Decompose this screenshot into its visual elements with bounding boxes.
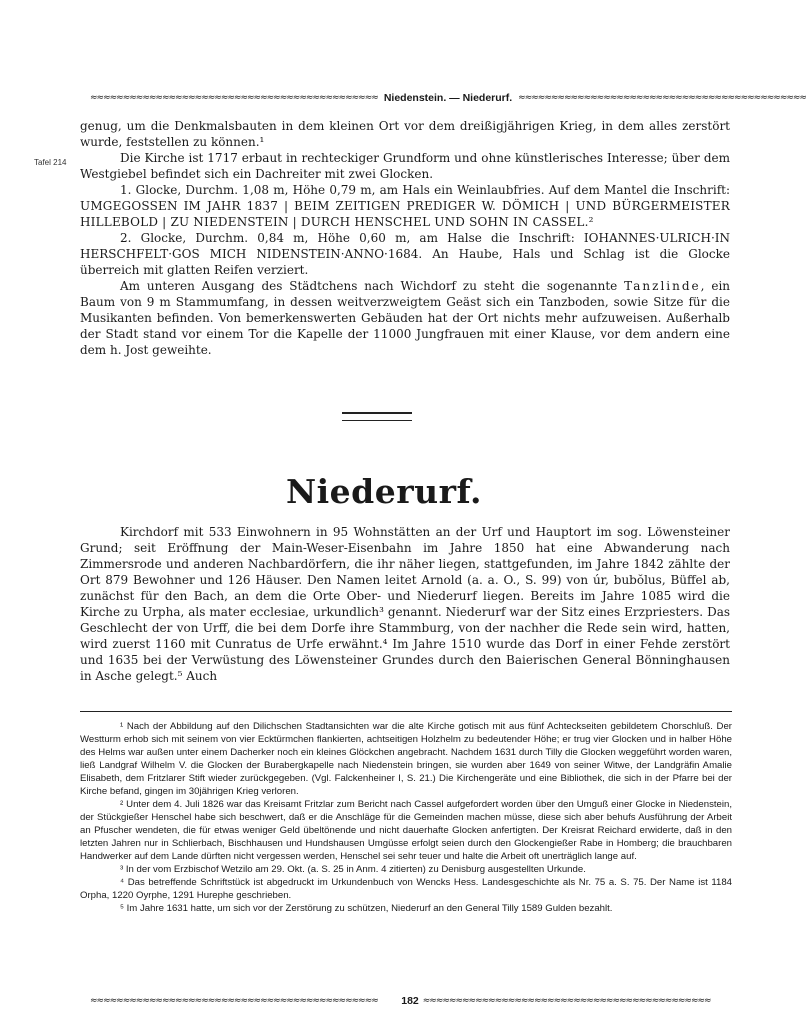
- paragraph: genug, um die Denkmalsbauten in dem kleinen Ort vor dem dreißigjährigen Krieg, in dem alles zerstört wurde, feststellen zu können.¹: [80, 119, 730, 149]
- plate-reference: Tafel 214: [34, 158, 67, 167]
- paragraph: 2. Glocke, Durchm. 0,84 m, Höhe 0,60 m, am Halse die Inschrift: IOHANNES·ULRICH·IN HERSCHFELT·GOS MICH NIDENSTEIN·ANNO·1684. An Haube, Hals und Schlag ist die Glocke überreich mit glatten Reifen verziert.: [80, 231, 730, 277]
- running-header: [90, 90, 806, 106]
- footnote: ⁴ Das betreffende Schriftstück ist abgedruckt im Urkundenbuch von Wencks Hess. Landesgeschichte als Nr. 75 a. S. 75. Der Name ist 1184 Orpha, 1220 Oyrphe, 1291 Hurephe geschrieben.: [80, 877, 732, 901]
- paragraph: [80, 182, 730, 230]
- page-number: 182: [401, 995, 419, 1007]
- paragraph: Die Kirche ist 1717 erbaut in rechteckiger Grundform und ohne künstlerisches Interesse; über dem Westgiebel befindet sich ein Dachreiter mit zwei Glocken.: [80, 151, 730, 181]
- text-run: Am unteren Ausgang des Städtchens nach Wichdorf zu steht die sogenannte: [120, 279, 618, 293]
- text-run: , ein Baum von 9 m Stammumfang, in dessen weitverzweigtem Geäst sich ein Tanzboden, sowie Sitze für die Musikanten befinden. Von bemerkenswerten Gebäuden hat der Ort nichts mehr aufzuweisen. Außerhalb der Stadt stand vor einem Tor die Kapelle der 11000 Jungfrauen mit einer Klause, vor dem andern eine dem h. Jost geweihte.: [80, 279, 731, 357]
- header-ornament-left: ≈≈≈≈≈≈≈≈≈≈≈≈≈≈≈≈≈≈≈≈≈≈≈≈≈≈≈≈≈≈≈≈≈≈≈≈≈≈≈≈≈≈≈≈: [90, 93, 378, 103]
- niedenstein-text: [80, 118, 730, 358]
- footnote-rule: [80, 711, 732, 712]
- page-footer: [90, 994, 730, 1008]
- niederurf-text: [80, 524, 730, 684]
- footnote: ³ In der vom Erzbischof Wetzilo am 29. Okt. (a. S. 25 in Anm. 4 zitierten) zu Denisburg ausgestellten Urkunde.: [120, 864, 586, 875]
- header-ornament-right: ≈≈≈≈≈≈≈≈≈≈≈≈≈≈≈≈≈≈≈≈≈≈≈≈≈≈≈≈≈≈≈≈≈≈≈≈≈≈≈≈≈≈≈≈: [518, 93, 806, 103]
- header-title: Niedenstein. — Niederurf.: [383, 92, 513, 104]
- footnote: ² Unter dem 4. Juli 1826 war das Kreisamt Fritzlar zum Bericht nach Cassel aufgefordert worden über den Umguß einer Glocke in Niedenstein, der Stückgießer Henschel habe sich beschwert, daß er die Anschläge für die Gemeinden machen müsse, diese sich aber behufs Ausführung der Arbeit an Pfuscher wendeten, die für etwas weniger Geld übeltönende und nicht dauerhafte Glocken anfertigten. Der Kreisrat Reichard erwiderte, daß in den letzten Jahren nur in Schlierbach, Bischhausen und Hundshausen Umgüsse erfolgt seien durch den Glockengießer Rabe in Homberg; die brauchbaren Handwerker auf dem Lande dürften nicht vergessen werden, Henschel sei sehr teuer und halte die Arbeit oft unerträglich lange auf.: [80, 799, 732, 862]
- paragraph: [80, 278, 730, 358]
- bell-1-description: 1. Glocke, Durchm. 1,08 m, Höhe 0,79 m, am Hals ein Weinlaubfries. Auf dem Mantel die Inschrift:: [120, 183, 730, 197]
- section-title: Niederurf.: [285, 472, 483, 511]
- footnote: ¹ Nach der Abbildung auf den Dilichschen Stadtansichten war die alte Kirche gotisch mit aus fünf Achteckseiten gebildetem Chorschluß. Der Westturm erhob sich mit seinem von vier Ecktürmchen flankierten, achtseitigen Holzhelm zu bedeutender Höhe; er trug vier Glocken und in halber Höhe des Helms war außen unter einem Dacherker noch ein kleines Glöckchen angebracht. Nachdem 1631 durch Tilly die Glocken weggeführt worden waren, ließ Landgraf Wilhelm V. die Glocken der Burabergkapelle nach Niedenstein bringen, sie wurden aber 1649 von seiner Witwe, der Landgräfin Amalie Elisabeth, dem Fritzlarer Stift wieder zurückgegeben. (Vgl. Falckenheiner I, S. 21.) Die Kirchengeräte und eine Bibliothek, die sich in der Pfarre bei der Kirche befand, gingen im 30jährigen Krieg verloren.: [80, 721, 732, 797]
- paragraph: Kirchdorf mit 533 Einwohnern in 95 Wohnstätten an der Urf und Hauptort im sog. Löwensteiner Grund; seit Eröffnung der Main-Weser-Eisenbahn im Jahre 1850 hat eine Abwanderung nach Zimmersrode und anderen Nachbardörfern, die ihr näher liegen, stattgefunden, im Jahre 1842 zählte der Ort 879 Bewohner und 126 Häuser. Den Namen leitet Arnold (a. a. O., S. 99) von úr, bubŏlus, Büffel ab, zunächst für den Bach, an dem die Orte Ober- und Niederurf liegen. Bereits im Jahre 1085 wird die Kirche zu Urpha, als mater ecclesiae, urkundlich³ genannt. Niederurf war der Sitz eines Erzpriesters. Das Geschlecht der von Urff, die bei dem Dorfe ihre Stammburg, von der nachher die Rede sein wird, hatten, wird zuerst 1160 mit Cunratus de Urfe erwähnt.⁴ Im Jahre 1510 wurde das Dorf in einer Fehde zerstört und 1635 bei der Verwüstung des Löwensteiner Grundes durch den Baierischen General Bönninghausen in Asche gelegt.⁵ Auch: [80, 525, 730, 683]
- footer-ornament-right: ≈≈≈≈≈≈≈≈≈≈≈≈≈≈≈≈≈≈≈≈≈≈≈≈≈≈≈≈≈≈≈≈≈≈≈≈≈≈≈≈≈≈≈≈: [422, 996, 711, 1006]
- footer-ornament-left: ≈≈≈≈≈≈≈≈≈≈≈≈≈≈≈≈≈≈≈≈≈≈≈≈≈≈≈≈≈≈≈≈≈≈≈≈≈≈≈≈≈≈≈≈: [90, 996, 378, 1006]
- section-divider: [342, 412, 412, 421]
- bell-1-inscription: UMGEGOSSEN IM JAHR 1837 | BEIM ZEITIGEN PREDIGER W. DÖMICH | UND BÜRGERMEISTER HILLEBOLD | ZU NIEDENSTEIN | DURCH HENSCHEL UND SOHN IN CASSEL.²: [80, 199, 730, 229]
- footnote: ⁵ Im Jahre 1631 hatte, um sich vor der Zerstörung zu schützen, Niederurf an den General Tilly 1589 Gulden bezahlt.: [120, 903, 613, 914]
- tanzlinde-term: Tanzlinde: [624, 279, 701, 293]
- footnotes: [80, 720, 732, 915]
